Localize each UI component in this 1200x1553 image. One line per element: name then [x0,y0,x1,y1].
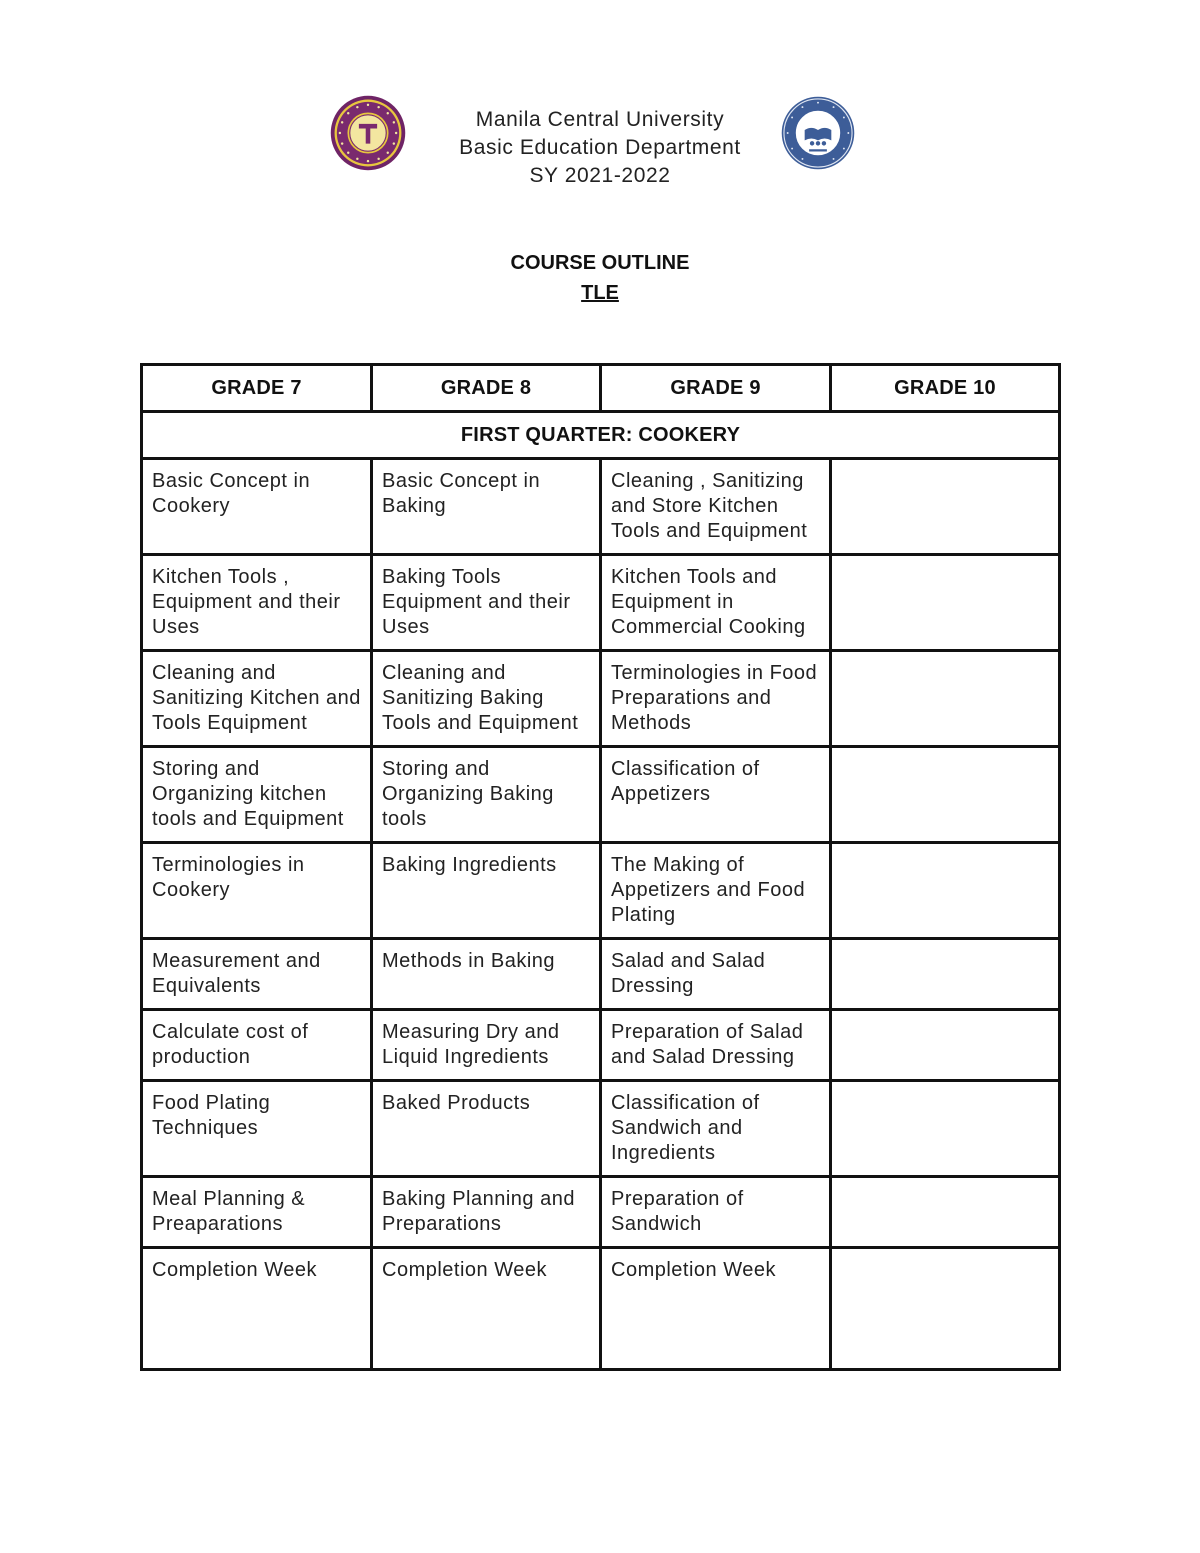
table-cell [831,843,1060,939]
table-cell: Preparation of Salad and Salad Dressing [601,1010,831,1081]
table-cell [831,1248,1060,1370]
column-header-grade-8: GRADE 8 [372,365,601,412]
department-name: Basic Education Department [459,136,741,159]
table-cell: Measurement and Equivalents [142,939,372,1010]
column-header-grade-10: GRADE 10 [831,365,1060,412]
table-cell: Terminologies in Food Preparations and Methods [601,651,831,747]
school-header [0,106,1200,190]
column-header-grade-7: GRADE 7 [142,365,372,412]
table-cell [831,555,1060,651]
table-cell: Basic Concept in Cookery [142,459,372,555]
quarter-row [142,412,1060,459]
table-row [142,1081,1060,1177]
table-cell: Completion Week [142,1248,372,1370]
table-cell: Kitchen Tools and Equipment in Commercial Cooking [601,555,831,651]
course-outline-table [140,363,1061,1371]
table-cell: Food Plating Techniques [142,1081,372,1177]
table-cell: Classification of Appetizers [601,747,831,843]
table-cell [831,651,1060,747]
document-title: COURSE OUTLINE [510,252,690,274]
table-cell: Storing and Organizing kitchen tools and Equipment [142,747,372,843]
table-cell: Baking Planning and Preparations [372,1177,601,1248]
table-row [142,1010,1060,1081]
table-row [142,747,1060,843]
table-cell: Completion Week [372,1248,601,1370]
table-row [142,843,1060,939]
document-subtitle: TLE [581,282,619,304]
table-header-row [142,365,1060,412]
column-header-grade-9: GRADE 9 [601,365,831,412]
table-row [142,651,1060,747]
table-cell: Salad and Salad Dressing [601,939,831,1010]
table-cell: Preparation of Sandwich [601,1177,831,1248]
table-cell: Completion Week [601,1248,831,1370]
school-name: Manila Central University [475,108,725,131]
table-row [142,1177,1060,1248]
table-cell: The Making of Appetizers and Food Plating [601,843,831,939]
table-cell: Cleaning and Sanitizing Kitchen and Tools Equipment [142,651,372,747]
table-cell: Cleaning , Sanitizing and Store Kitchen Tools and Equipment [601,459,831,555]
table-cell: Baking Ingredients [372,843,601,939]
table-row [142,939,1060,1010]
table-cell [831,747,1060,843]
table-cell: Methods in Baking [372,939,601,1010]
school-year: SY 2021-2022 [529,164,671,187]
quarter-heading: FIRST QUARTER: COOKERY [142,412,1060,459]
table-cell: Cleaning and Sanitizing Baking Tools and Equipment [372,651,601,747]
table-cell: Baked Products [372,1081,601,1177]
department-seal-icon [781,96,855,170]
table-cell [831,1010,1060,1081]
table-cell: Calculate cost of production [142,1010,372,1081]
document-titles [0,248,1200,308]
table-cell: Meal Planning & Preaparations [142,1177,372,1248]
table-row [142,1248,1060,1370]
table-row [142,555,1060,651]
table-cell [831,939,1060,1010]
table-cell: Classification of Sandwich and Ingredients [601,1081,831,1177]
table-cell [831,1081,1060,1177]
table-cell: Measuring Dry and Liquid Ingredients [372,1010,601,1081]
table-cell: Baking Tools Equipment and their Uses [372,555,601,651]
table-cell: Basic Concept in Baking [372,459,601,555]
table-cell [831,1177,1060,1248]
table-cell: Storing and Organizing Baking tools [372,747,601,843]
table-cell: Terminologies in Cookery [142,843,372,939]
table-cell: Kitchen Tools , Equipment and their Uses [142,555,372,651]
table-cell [831,459,1060,555]
table-row [142,459,1060,555]
